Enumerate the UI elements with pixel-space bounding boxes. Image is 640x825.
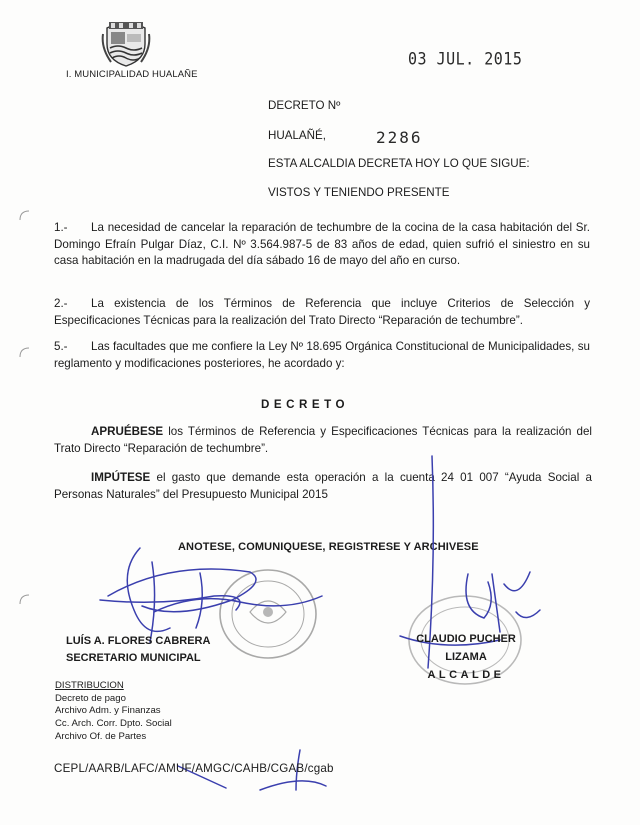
institution-name: I. MUNICIPALIDAD HUALAÑE xyxy=(66,69,198,80)
consideration-number: 2.- xyxy=(54,297,68,310)
margin-hole-mark xyxy=(17,592,31,606)
resolution-keyword: APRUÉBESE xyxy=(91,425,164,438)
secretary-name: LUÍS A. FLORES CABRERA xyxy=(66,635,211,647)
margin-hole-mark xyxy=(17,345,31,359)
mayor-name: CLAUDIO PUCHER LIZAMA xyxy=(416,633,516,663)
distribution-item: Cc. Arch. Corr. Dpto. Social xyxy=(55,718,172,730)
decree-statement: ESTA ALCALDIA DECRETA HOY LO QUE SIGUE: xyxy=(268,157,530,170)
consideration-paragraph xyxy=(54,296,590,329)
received-date-stamp: 03 JUL. 2015 xyxy=(408,48,523,70)
secretary-seal-stamp xyxy=(220,570,316,658)
mayor-signature xyxy=(178,456,540,790)
resolution-text: el gasto que demande esta operación a la cuenta 24 01 007 “Ayuda Social a Personas Naturales” del Presupuesto Municipal 2015 xyxy=(54,471,592,501)
secretary-role: SECRETARIO MUNICIPAL xyxy=(66,652,201,664)
secretary-signature-block xyxy=(66,633,210,667)
distribution-item: Decreto de pago xyxy=(55,692,126,704)
secretary-signature xyxy=(100,548,322,642)
decreto-heading: DECRETO xyxy=(261,398,349,411)
consideration-paragraph xyxy=(54,339,590,372)
consideration-paragraph xyxy=(54,220,590,270)
resolution-paragraph xyxy=(54,424,592,457)
margin-hole-mark xyxy=(17,208,31,222)
distribution-item: Archivo Adm. y Finanzas xyxy=(55,705,161,717)
distribution-item: Archivo Of. de Partes xyxy=(55,730,147,742)
consideration-number: 5.- xyxy=(54,340,68,353)
decree-label: DECRETO Nº xyxy=(268,99,341,112)
distribution-title: DISTRIBUCION xyxy=(55,680,124,691)
mayor-role: ALCALDE xyxy=(427,669,505,681)
mayor-signature-block xyxy=(396,630,536,684)
consideration-text: La necesidad de cancelar la reparación de techumbre de la cocina de la casa habitación del Sr. Domingo Efraín Pulgar Díaz, C.I. Nº 3.564.987-5 de 83 años de edad, quien sufrió el siniestro en su casa habitación en la madrugada del día sábado 16 de mayo del año en curso. xyxy=(54,221,590,267)
resolution-text: los Términos de Referencia y Especificaciones Técnicas para la realización del Trato Directo “Reparación de techumbre”. xyxy=(54,425,592,455)
resolution-keyword: IMPÚTESE xyxy=(91,471,151,484)
initials-line: CEPL/AARB/LAFC/AMUF/AMGC/CAHB/CGAB/cgab xyxy=(54,762,334,775)
consideration-text: La existencia de los Términos de Referencia que incluye Criterios de Selección y Especificaciones Técnicas para la realización del Trato Directo “Reparación de techumbre”. xyxy=(54,297,590,327)
consideration-text: Las facultades que me confiere la Ley Nº 18.695 Orgánica Constitucional de Municipalidades, su reglamento y modificaciones posteriores, he acordado y: xyxy=(54,340,590,370)
closing-formula: ANOTESE, COMUNIQUESE, REGISTRESE Y ARCHIVESE xyxy=(178,541,479,553)
municipal-crest-icon xyxy=(101,16,151,68)
vistos-heading: VISTOS Y TENIENDO PRESENTE xyxy=(268,186,450,199)
consideration-number: 1.- xyxy=(54,221,68,234)
decree-number: 2286 xyxy=(376,128,423,147)
place-label: HUALAÑÉ, xyxy=(268,129,326,142)
resolution-paragraph xyxy=(54,470,592,503)
distribution-list xyxy=(55,680,172,744)
